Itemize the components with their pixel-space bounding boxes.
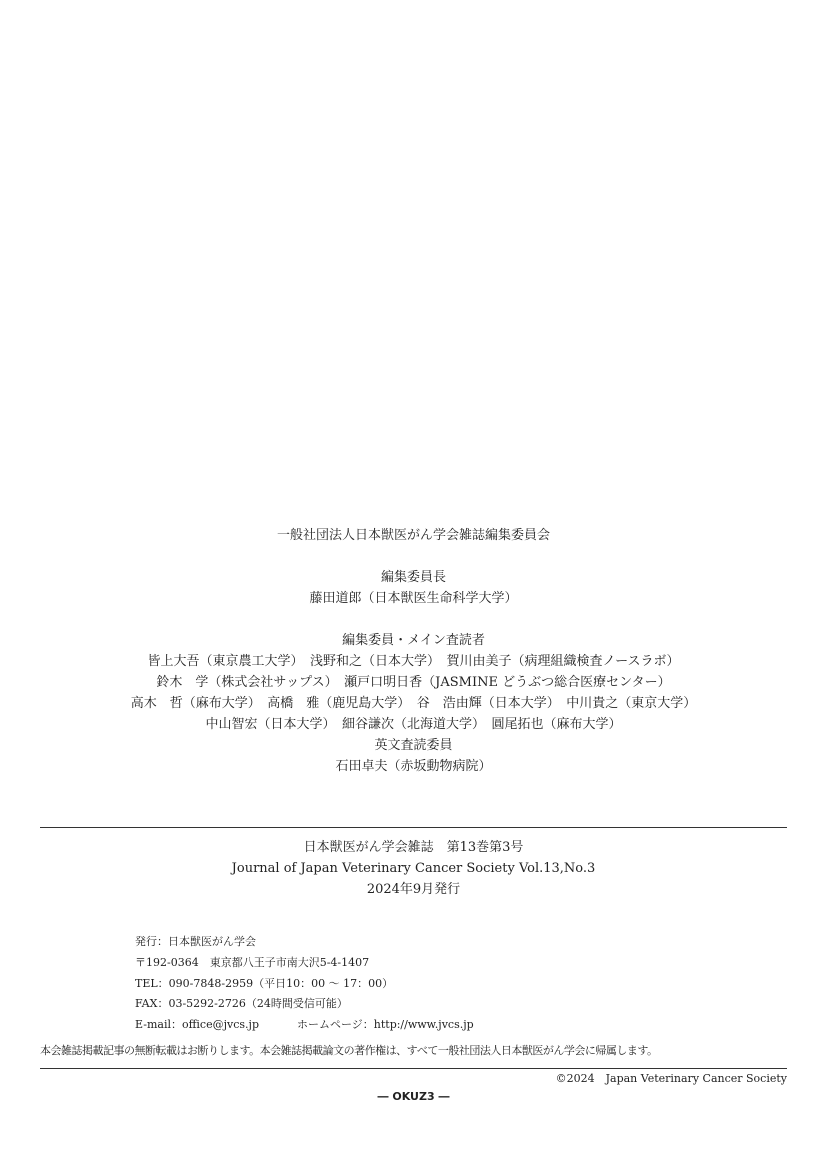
- committee-title: 一般社団法人日本獣医がん学会雑誌編集委員会: [276, 528, 550, 543]
- copyright: ©2024 Japan Veterinary Cancer Society: [555, 1072, 787, 1085]
- member-line: 中山智宏（日本大学） 細谷謙次（北海道大学） 圓尾拓也（麻布大学）: [205, 717, 622, 732]
- homepage-link[interactable]: ホームページ：http://www.jvcs.jp: [296, 1018, 474, 1031]
- journal-title-en: Journal of Japan Veterinary Cancer Society Vol.13,No.3: [231, 861, 596, 876]
- divider: [40, 827, 787, 828]
- email-link[interactable]: E-mail：office@jvcs.jp: [135, 1018, 259, 1031]
- member-line: 高木 哲（麻布大学） 高橋 雅（鹿児島大学） 谷 浩由輝（日本大学） 中川貴之（東京大学）: [130, 696, 697, 711]
- member-line: 皆上大吾（東京農工大学） 浅野和之（日本大学） 賀川由美子（病理組織検査ノースラボ）: [147, 654, 680, 669]
- divider: [40, 1068, 787, 1069]
- copyright-notice: 本会雑誌掲載記事の無断転載はお断りします。本会雑誌掲載論文の著作権は、すべて一般社団法人日本獣医がん学会に帰属します。: [40, 1044, 658, 1057]
- page-id: ― OKUZ3 ―: [377, 1090, 450, 1103]
- publisher-address: 〒192-0364 東京都八王子市南大沢5-4-1407: [135, 956, 370, 969]
- publisher-fax: FAX：03-5292-2726（24時間受信可能）: [135, 997, 348, 1010]
- journal-title-ja: 日本獣医がん学会雑誌 第13巻第3号: [303, 840, 524, 855]
- chief-heading: 編集委員長: [380, 570, 446, 585]
- chief-editor: 藤田道郎（日本獣医生命科学大学）: [309, 591, 518, 606]
- member-line: 鈴木 学（株式会社サップス） 瀬戸口明日香（JASMINE どうぶつ総合医療センター）: [156, 675, 671, 690]
- english-reviewer-heading: 英文査読委員: [374, 738, 453, 753]
- publisher-name: 発行：日本獣医がん学会: [135, 935, 256, 948]
- issue-date: 2024年9月発行: [366, 882, 461, 897]
- members-heading: 編集委員・メイン査読者: [342, 633, 485, 648]
- english-reviewer: 石田卓夫（赤坂動物病院）: [335, 759, 492, 774]
- publisher-tel: TEL：090-7848-2959（平日10：00 ～ 17：00）: [135, 977, 394, 990]
- publisher-contact: [135, 1017, 474, 1033]
